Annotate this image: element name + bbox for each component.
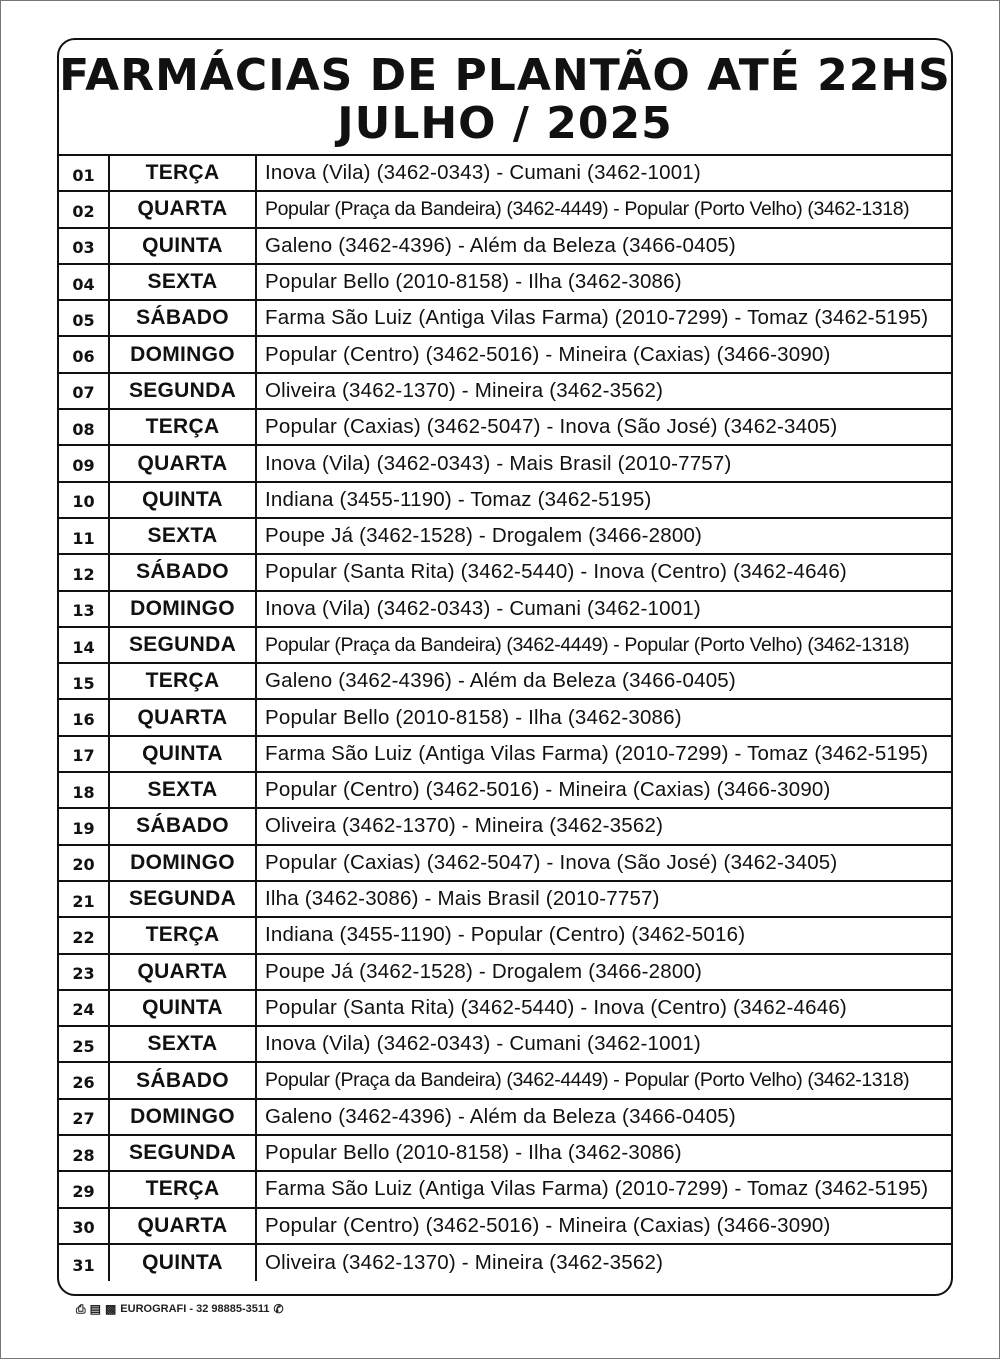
weekday: QUINTA <box>110 991 257 1025</box>
table-row <box>59 555 951 591</box>
day-number: 08 <box>59 410 110 444</box>
day-number: 22 <box>59 918 110 952</box>
pharmacies-on-duty: Indiana (3455-1190) - Tomaz (3462-5195) <box>265 487 652 511</box>
table-row <box>59 337 951 373</box>
weekday: DOMINGO <box>110 846 257 880</box>
weekday: TERÇA <box>110 410 257 444</box>
table-row <box>59 664 951 700</box>
weekday: QUINTA <box>110 737 257 771</box>
pharmacies-on-duty: Galeno (3462-4396) - Além da Beleza (3466-0405) <box>265 1104 736 1128</box>
day-number: 28 <box>59 1136 110 1170</box>
title-line-2: JULHO / 2025 <box>337 98 673 149</box>
weekday: SEXTA <box>110 519 257 553</box>
pharmacies-on-duty: Inova (Vila) (3462-0343) - Cumani (3462-1001) <box>265 161 701 185</box>
schedule-table <box>59 156 951 1281</box>
table-row <box>59 519 951 555</box>
pharmacies-on-duty: Popular (Santa Rita) (3462-5440) - Inova (Centro) (3462-4646) <box>265 995 847 1019</box>
table-row <box>59 483 951 519</box>
weekday: QUARTA <box>110 446 257 480</box>
table-row <box>59 301 951 337</box>
day-number: 25 <box>59 1027 110 1061</box>
footer-text: EUROGRAFI - 32 98885-3511 <box>120 1303 270 1315</box>
pharmacies-on-duty: Oliveira (3462-1370) - Mineira (3462-3562) <box>265 1251 664 1275</box>
day-number: 17 <box>59 737 110 771</box>
weekday: QUINTA <box>110 229 257 263</box>
day-number: 19 <box>59 809 110 843</box>
pharmacies-on-duty: Popular (Centro) (3462-5016) - Mineira (Caxias) (3466-3090) <box>265 778 831 802</box>
table-row <box>59 410 951 446</box>
day-number: 01 <box>59 156 110 190</box>
pharmacies-on-duty: Popular (Praça da Bandeira) (3462-4449) - Popular (Porto Velho) (3462-1318) <box>265 1069 910 1092</box>
table-row <box>59 1136 951 1172</box>
pharmacies-on-duty: Popular (Caxias) (3462-5047) - Inova (São José) (3462-3405) <box>265 415 838 439</box>
schedule-card <box>57 38 953 1296</box>
table-row <box>59 156 951 192</box>
pharmacies-on-duty: Oliveira (3462-1370) - Mineira (3462-3562) <box>265 378 664 402</box>
table-row <box>59 628 951 664</box>
weekday: DOMINGO <box>110 1100 257 1134</box>
pharmacies-on-duty: Popular (Praça da Bandeira) (3462-4449) - Popular (Porto Velho) (3462-1318) <box>265 197 910 220</box>
weekday: SÁBADO <box>110 1063 257 1097</box>
weekday: SEGUNDA <box>110 628 257 662</box>
pharmacies-on-duty: Popular Bello (2010-8158) - Ilha (3462-3086) <box>265 270 682 294</box>
day-number: 12 <box>59 555 110 589</box>
table-row <box>59 737 951 773</box>
table-row <box>59 592 951 628</box>
weekday: SEXTA <box>110 1027 257 1061</box>
table-row <box>59 1245 951 1281</box>
weekday: DOMINGO <box>110 337 257 371</box>
table-row <box>59 374 951 410</box>
day-number: 14 <box>59 628 110 662</box>
day-number: 13 <box>59 592 110 626</box>
day-number: 31 <box>59 1245 110 1281</box>
weekday: SÁBADO <box>110 555 257 589</box>
day-number: 11 <box>59 519 110 553</box>
day-number: 03 <box>59 229 110 263</box>
day-number: 20 <box>59 846 110 880</box>
day-number: 24 <box>59 991 110 1025</box>
pharmacies-on-duty: Poupe Já (3462-1528) - Drogalem (3466-2800) <box>265 524 703 548</box>
weekday: SEXTA <box>110 265 257 299</box>
pharmacies-on-duty: Inova (Vila) (3462-0343) - Cumani (3462-1001) <box>265 1032 701 1056</box>
table-row <box>59 1063 951 1099</box>
day-number: 21 <box>59 882 110 916</box>
shirt-icon: ▩ <box>104 1302 117 1316</box>
weekday: TERÇA <box>110 664 257 698</box>
table-row <box>59 700 951 736</box>
weekday: QUARTA <box>110 700 257 734</box>
table-row <box>59 882 951 918</box>
day-number: 15 <box>59 664 110 698</box>
weekday: QUARTA <box>110 192 257 226</box>
table-row <box>59 1172 951 1208</box>
table-row <box>59 991 951 1027</box>
pharmacies-on-duty: Popular (Praça da Bandeira) (3462-4449) - Popular (Porto Velho) (3462-1318) <box>265 633 910 656</box>
day-number: 06 <box>59 337 110 371</box>
whatsapp-icon: ✆ <box>273 1302 284 1316</box>
table-row <box>59 846 951 882</box>
pharmacies-on-duty: Indiana (3455-1190) - Popular (Centro) (3462-5016) <box>265 923 746 947</box>
weekday: SEXTA <box>110 773 257 807</box>
pharmacies-on-duty: Galeno (3462-4396) - Além da Beleza (3466-0405) <box>265 669 736 693</box>
weekday: TERÇA <box>110 156 257 190</box>
title-block <box>59 40 951 156</box>
table-row <box>59 918 951 954</box>
pharmacies-on-duty: Inova (Vila) (3462-0343) - Cumani (3462-1001) <box>265 596 701 620</box>
pharmacies-on-duty: Popular Bello (2010-8158) - Ilha (3462-3086) <box>265 1141 682 1165</box>
day-number: 04 <box>59 265 110 299</box>
weekday: DOMINGO <box>110 592 257 626</box>
weekday: QUINTA <box>110 1245 257 1281</box>
weekday: SEGUNDA <box>110 882 257 916</box>
table-row <box>59 809 951 845</box>
pharmacies-on-duty: Galeno (3462-4396) - Além da Beleza (3466-0405) <box>265 233 736 257</box>
weekday: QUARTA <box>110 1209 257 1243</box>
pharmacies-on-duty: Popular Bello (2010-8158) - Ilha (3462-3086) <box>265 705 682 729</box>
document-icon: ▤ <box>89 1302 101 1316</box>
table-row <box>59 1209 951 1245</box>
table-row <box>59 446 951 482</box>
pharmacies-on-duty: Popular (Centro) (3462-5016) - Mineira (Caxias) (3466-3090) <box>265 342 831 366</box>
table-row <box>59 265 951 301</box>
pharmacies-on-duty: Oliveira (3462-1370) - Mineira (3462-3562) <box>265 814 664 838</box>
footer <box>76 1300 284 1318</box>
table-row <box>59 773 951 809</box>
pharmacies-on-duty: Poupe Já (3462-1528) - Drogalem (3466-2800) <box>265 959 703 983</box>
day-number: 09 <box>59 446 110 480</box>
weekday: QUINTA <box>110 483 257 517</box>
printer-icon: ⎙ <box>76 1302 86 1316</box>
pharmacies-on-duty: Popular (Caxias) (3462-5047) - Inova (São José) (3462-3405) <box>265 850 838 874</box>
weekday: SEGUNDA <box>110 374 257 408</box>
day-number: 07 <box>59 374 110 408</box>
day-number: 26 <box>59 1063 110 1097</box>
weekday: TERÇA <box>110 918 257 952</box>
day-number: 02 <box>59 192 110 226</box>
pharmacies-on-duty: Ilha (3462-3086) - Mais Brasil (2010-7757) <box>265 887 660 911</box>
table-row <box>59 192 951 228</box>
table-row <box>59 1027 951 1063</box>
weekday: SÁBADO <box>110 809 257 843</box>
title-line-1: FARMÁCIAS DE PLANTÃO ATÉ 22HS <box>59 50 951 101</box>
day-number: 16 <box>59 700 110 734</box>
pharmacies-on-duty: Inova (Vila) (3462-0343) - Mais Brasil (2010-7757) <box>265 451 732 475</box>
pharmacies-on-duty: Popular (Santa Rita) (3462-5440) - Inova (Centro) (3462-4646) <box>265 560 847 584</box>
pharmacies-on-duty: Farma São Luiz (Antiga Vilas Farma) (2010-7299) - Tomaz (3462-5195) <box>265 306 929 330</box>
day-number: 29 <box>59 1172 110 1206</box>
table-row <box>59 955 951 991</box>
pharmacies-on-duty: Farma São Luiz (Antiga Vilas Farma) (2010-7299) - Tomaz (3462-5195) <box>265 1177 929 1201</box>
day-number: 23 <box>59 955 110 989</box>
weekday: QUARTA <box>110 955 257 989</box>
weekday: TERÇA <box>110 1172 257 1206</box>
table-row <box>59 1100 951 1136</box>
day-number: 05 <box>59 301 110 335</box>
day-number: 27 <box>59 1100 110 1134</box>
day-number: 18 <box>59 773 110 807</box>
pharmacies-on-duty: Farma São Luiz (Antiga Vilas Farma) (2010-7299) - Tomaz (3462-5195) <box>265 741 929 765</box>
table-row <box>59 229 951 265</box>
pharmacies-on-duty: Popular (Centro) (3462-5016) - Mineira (Caxias) (3466-3090) <box>265 1213 831 1237</box>
weekday: SÁBADO <box>110 301 257 335</box>
day-number: 10 <box>59 483 110 517</box>
day-number: 30 <box>59 1209 110 1243</box>
weekday: SEGUNDA <box>110 1136 257 1170</box>
